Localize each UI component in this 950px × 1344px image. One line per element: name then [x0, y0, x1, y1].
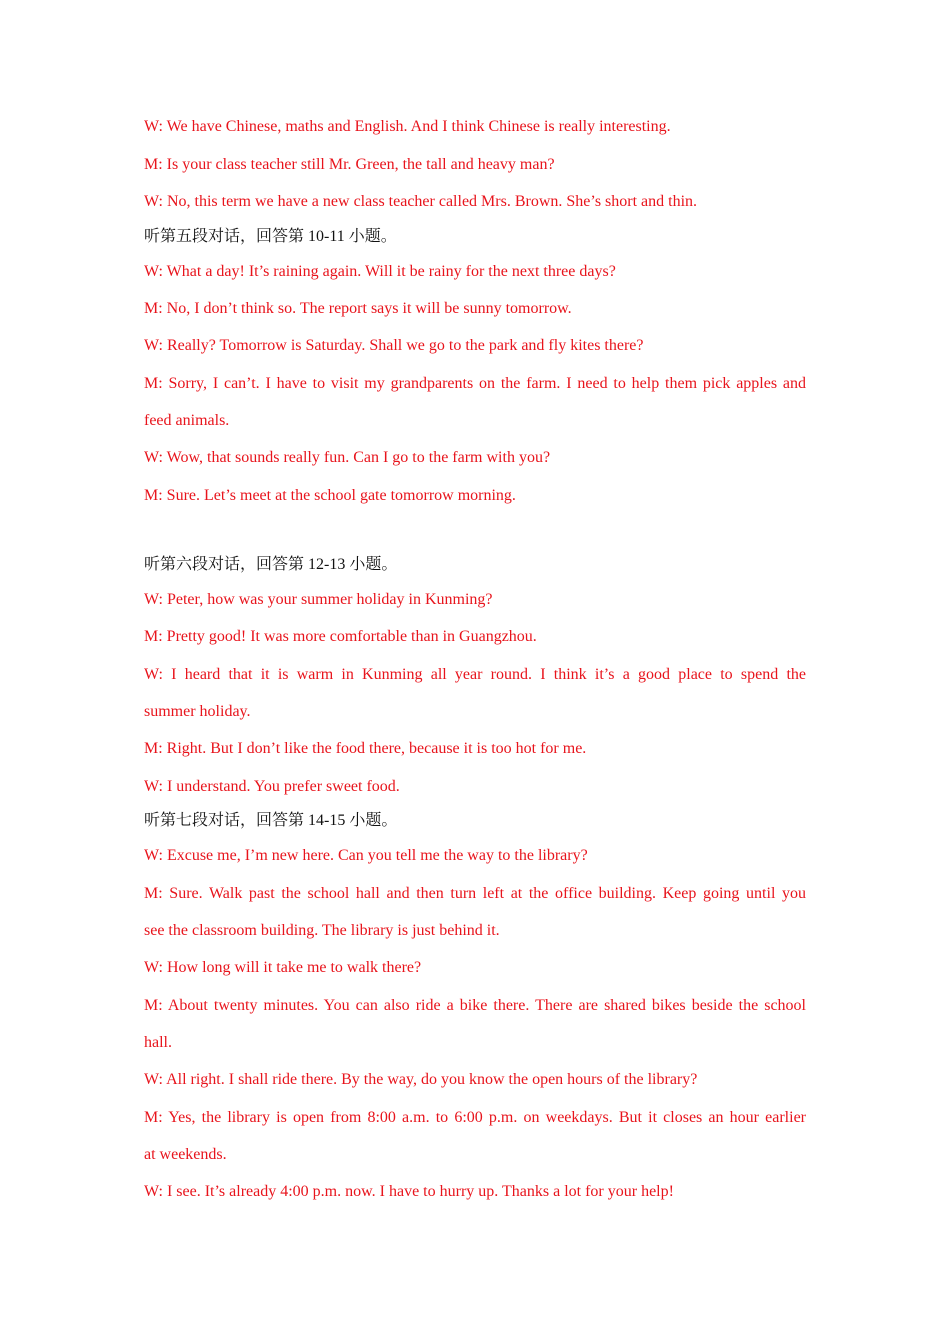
section-heading: 听第七段对话，回答第 14-15 小题。: [144, 812, 398, 829]
dialogue-line: summer holiday.: [144, 703, 251, 720]
dialogue-line: W: No, this term we have a new class teacher called Mrs. Brown. She’s short and thin.: [144, 193, 698, 210]
dialogue-line: M: Right. But I don’t like the food there, because it is too hot for me.: [144, 740, 587, 757]
dialogue-line: M: No, I don’t think so. The report says it will be sunny tomorrow.: [144, 300, 572, 317]
dialogue-line: M: Is your class teacher still Mr. Green, the tall and heavy man?: [144, 156, 555, 173]
dialogue-line: hall.: [144, 1034, 172, 1051]
dialogue-line: feed animals.: [144, 412, 230, 429]
dialogue-line: at weekends.: [144, 1146, 227, 1163]
dialogue-line: W: Excuse me, I’m new here. Can you tell me the way to the library?: [144, 847, 588, 864]
dialogue-line: W: Really? Tomorrow is Saturday. Shall we go to the park and fly kites there?: [144, 337, 644, 354]
dialogue-line: W: I heard that it is warm in Kunming all year round. I think it’s a good place to spend the: [144, 666, 806, 683]
dialogue-line: M: Sorry, I can’t. I have to visit my grandparents on the farm. I need to help them pick apples and: [144, 375, 806, 392]
dialogue-line: M: Yes, the library is open from 8:00 a.m. to 6:00 p.m. on weekdays. But it closes an hour earlier: [144, 1109, 806, 1126]
dialogue-line: W: I see. It’s already 4:00 p.m. now. I have to hurry up. Thanks a lot for your help!: [144, 1183, 674, 1200]
dialogue-line: W: What a day! It’s raining again. Will it be rainy for the next three days?: [144, 263, 616, 280]
dialogue-line: W: How long will it take me to walk there?: [144, 959, 422, 976]
dialogue-line: M: Sure. Let’s meet at the school gate tomorrow morning.: [144, 487, 516, 504]
dialogue-line: W: I understand. You prefer sweet food.: [144, 778, 400, 795]
dialogue-line: M: Sure. Walk past the school hall and then turn left at the office building. Keep going until you: [144, 885, 806, 902]
dialogue-line: W: Wow, that sounds really fun. Can I go to the farm with you?: [144, 449, 551, 466]
dialogue-line: W: All right. I shall ride there. By the way, do you know the open hours of the library?: [144, 1071, 698, 1088]
section-heading: 听第五段对话，回答第 10-11 小题。: [144, 228, 397, 245]
dialogue-line: see the classroom building. The library is just behind it.: [144, 922, 500, 939]
dialogue-line: M: Pretty good! It was more comfortable than in Guangzhou.: [144, 628, 537, 645]
dialogue-line: W: We have Chinese, maths and English. And I think Chinese is really interesting.: [144, 118, 671, 135]
dialogue-line: M: About twenty minutes. You can also ride a bike there. There are shared bikes beside the school: [144, 997, 806, 1014]
section-heading: 听第六段对话，回答第 12-13 小题。: [144, 556, 398, 573]
dialogue-line: W: Peter, how was your summer holiday in Kunming?: [144, 591, 493, 608]
